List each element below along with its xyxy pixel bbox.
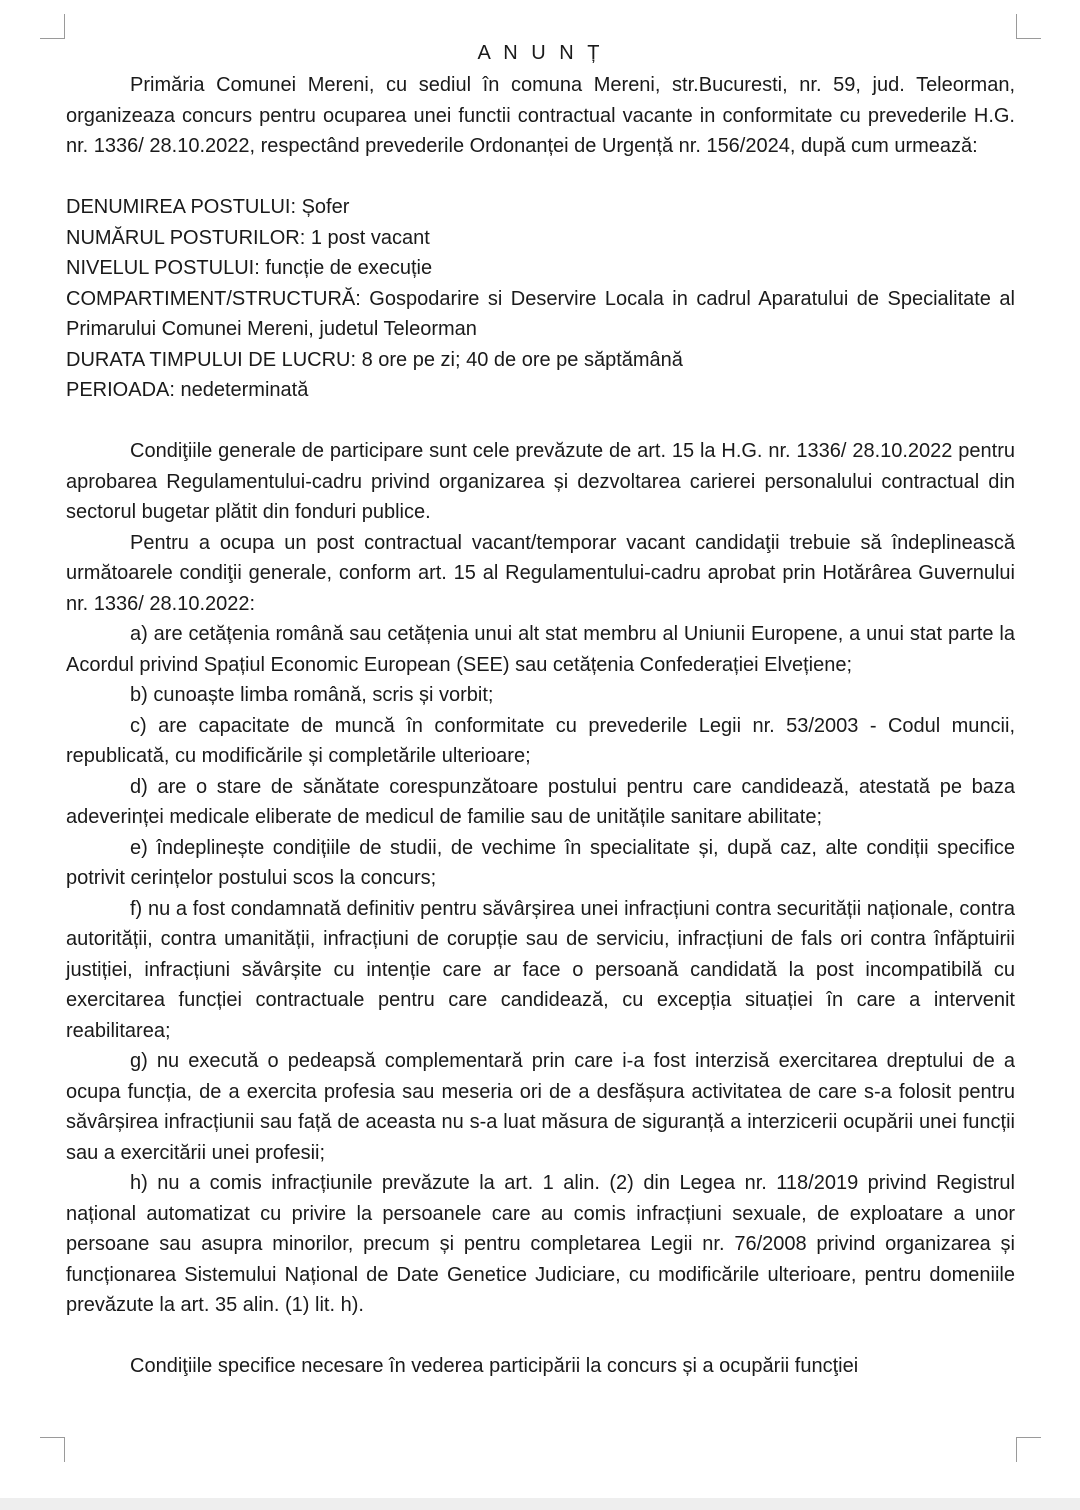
specific-conditions-paragraph: Condiţiile specifice necesare în vederea participării la concurs și a ocupării funcţiei <box>130 1355 859 1377</box>
post-department: COMPARTIMENT/STRUCTURĂ: Gospodarire si Deservire Locala in cadrul Aparatului de Specialitate al Primarului Comunei Mereni, judetul Teleorman <box>66 287 1015 340</box>
condition-item: c) are capacitate de muncă în conformitate cu prevederile Legii nr. 53/2003 - Codul muncii, republicată, cu modificările și completările ulterioare; <box>66 714 1015 767</box>
crop-mark-bottom-right <box>1016 1437 1041 1462</box>
intro-paragraph: Primăria Comunei Mereni, cu sediul în comuna Mereni, str.Bucuresti, nr. 59, jud. Teleorman, organizeaza concurs pentru ocuparea unei functii contractual vacante in conformitate cu prevederile H.G. nr. 1336/ 28.10.2022, respectând prevederile Ordonanței de Urgență nr. 156/2024, după cum urmează: <box>66 74 1015 157</box>
post-name: DENUMIREA POSTULUI: Șofer <box>66 196 350 218</box>
post-level: NIVELUL POSTULUI: funcție de execuție <box>66 257 433 279</box>
general-conditions-paragraph: Condiţiile generale de participare sunt cele prevăzute de art. 15 la H.G. nr. 1336/ 28.10.2022 pentru aprobarea Regulamentului-cadru privind organizarea și dezvoltarea carierei personalului contractual din sectorul bugetar plătit din fonduri publice. <box>66 440 1015 523</box>
conditions-intro-paragraph: Pentru a ocupa un post contractual vacant/temporar vacant candidaţii trebuie să îndeplinească următoarele condiţii generale, conform art. 15 al Regulamentului-cadru aprobat prin Hotărârea Guvernului nr. 1336/ 28.10.2022: <box>66 531 1015 615</box>
condition-item: h) nu a comis infracțiunile prevăzute la art. 1 alin. (2) din Legea nr. 118/2019 privind Registrul național automatizat cu privire la persoanele care au comis infracțiuni sexuale, de exploatare a unor persoane sau asupra minorilor, precum și pentru completarea Legii nr. 76/2008 privind organizarea și funcționarea Sistemului Național de Date Genetice Judiciare, cu modificările ulterioare, pentru domeniile prevăzute la art. 35 alin. (1) lit. h). <box>66 1172 1015 1316</box>
condition-item: f) nu a fost condamnată definitiv pentru săvârșirea unei infracțiuni contra securității naționale, contra autorității, contra umanității, infracțiuni de corupție sau de serviciu, infracțiuni de fals ori contra înfăptuirii justiției, infracțiuni săvârșite cu intenție care ar face o persoană candidată la post incompatibilă cu exercitarea funcției contractuale pentru care candidează, cu excepția situației în care a intervenit reabilitarea; <box>66 897 1015 1042</box>
condition-item: e) îndeplinește condițiile de studii, de vechime în specialitate și, după caz, alte condiții specifice potrivit cerințelor postului scos la concurs; <box>66 836 1015 889</box>
post-work-hours: DURATA TIMPULUI DE LUCRU: 8 ore pe zi; 40 de ore pe săptămână <box>66 348 683 371</box>
post-count: NUMĂRUL POSTURILOR: 1 post vacant <box>66 226 430 249</box>
crop-mark-top-left <box>40 14 65 39</box>
page-bottom-edge <box>0 1498 1080 1510</box>
post-period: PERIOADA: nedeterminată <box>66 379 309 401</box>
crop-mark-bottom-left <box>40 1437 65 1462</box>
condition-item: a) are cetățenia română sau cetățenia unui alt stat membru al Uniunii Europene, a unui stat parte la Acordul privind Spațiul Economic European (SEE) sau cetățenia Confederației Elvețiene; <box>66 623 1015 676</box>
crop-mark-top-right <box>1016 14 1041 39</box>
condition-item: b) cunoaște limba română, scris și vorbit; <box>130 684 494 706</box>
condition-item: g) nu execută o pedeapsă complementară prin care i-a fost interzisă exercitarea dreptului de a ocupa funcția, de a exercita profesia sau meseria ori de a desfășura activitatea de care s-a folosit pentru săvârșirea infracțiunii sau față de aceasta nu s-a luat măsura de siguranță a interzicerii ocupării unei funcții sau a exercitării unei profesii; <box>66 1050 1015 1164</box>
document-body <box>66 38 1015 1382</box>
condition-item: d) are o stare de sănătate corespunzătoare postului pentru care candidează, atestată pe baza adeverinței medicale eliberate de medicul de familie sau de unitățile sanitare abilitate; <box>66 775 1015 828</box>
document-title: A N U N Ț <box>477 42 604 64</box>
